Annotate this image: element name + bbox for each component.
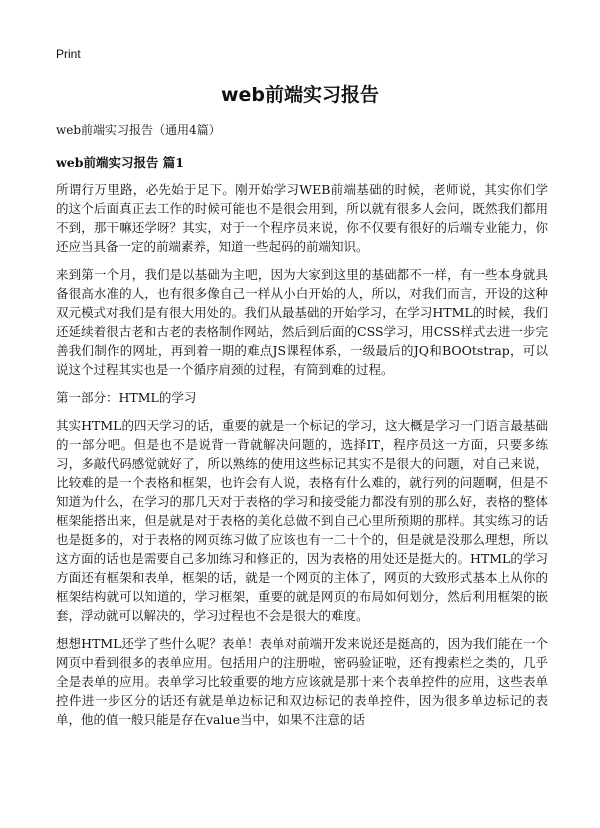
paragraph: 想想HTML还学了些什么呢？表单！表单对前端开发来说还是挺高的，因为我们能在一个网页中看到很多的表单应用。包括用户的注册啦，密码验证啦，还有搜索栏之类的，几乎全是表单的应用。表单学习比较重要的地方应该就是那十来个表单控件的应用，这些表单控件进一步区分的话还有就是单边标记和双边标记的表单控件，因为很多单边标记的表单，他的值一般只能是存在value当中，如果不注意的话: [56, 636, 548, 727]
section-heading: web前端实习报告 篇1: [56, 155, 185, 170]
paragraph: 来到第一个月，我们是以基础为主吧，因为大家到这里的基础都不一样，有一些本身就具备很高水准的人，也有很多像自己一样从小白开始的人，所以，对我们而言，开设的这种双元模式对我们是有很大用处的。我们从最基础的开始学习，在学习HTML的时候，我们还延续着很古老和古老的表格制作网站，然后到后面的CSS学习，用CSS样式去进一步完善我们制作的网址，再到着一期的难点JS课程体系，一级最后的JQ和BOOtstrap，可以说这个过程其实也是一个循序肩颈的过程，有简到难的过程。: [56, 267, 548, 377]
part-heading: 第一部分：HTML的学习: [56, 390, 197, 405]
print-label: Print: [56, 47, 81, 61]
paragraph: 其实HTML的四天学习的话，重要的就是一个标记的学习，这大概是学习一门语言最基础的一部分吧。但是也不是说背一背就解决问题的，选择IT，程序员这一方面，只要多练习，多敲代码感觉就好了，所以熟练的使用这些标记其实不是很大的问题，对自己来说，比较难的是一个表格和框架，也许会有人说，表格有什么难的，就行列的问题啊，但是不知道为什么，在学习的那几天对于表格的学习和接受能力都没有别的那么好，表格的整体框架能搭出来，但是就是对于表格的美化总做不到自己心里所预期的那样。其实练习的话也是挺多的，对于表格的网页练习做了应该也有一二十个的，但是就是没那么理想，所以这方面的话也是需要自己多加练习和修正的，因为表格的用处还是挺大的。HTML的学习方面还有框架和表单，框架的话，就是一个网页的主体了，网页的大致形式基本上从你的框架结构就可以知道的，学习框架，重要的就是网页的布局如何划分，然后利用框架的嵌套，浮动就可以解决的，学习过程也不会是很大的难度。: [56, 418, 548, 623]
document-subtitle: web前端实习报告（通用4篇）: [56, 123, 221, 137]
article-body: [56, 180, 548, 738]
paragraph: 所谓行万里路，必先始于足下。刚开始学习WEB前端基础的时候，老师说，其实你们学的这个后面真正去工作的时候可能也不是很会用到，所以就有很多人会问，既然我们都用不到，那干嘛还学呀？其实，对于一个程序员来说，你不仅要有很好的后端专业能力，你还应当具备一定的前端素养，知道一些起码的前端知识。: [56, 182, 548, 254]
page-title: web前端实习报告: [220, 84, 380, 106]
